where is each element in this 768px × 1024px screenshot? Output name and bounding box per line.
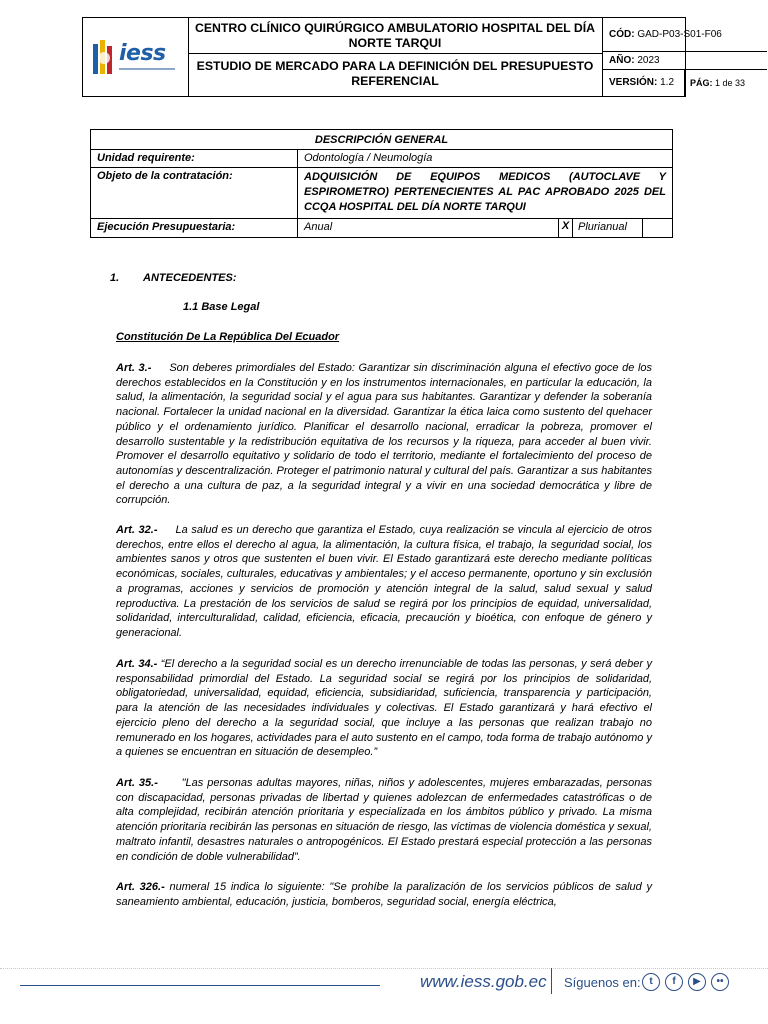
logo-cell [83,18,189,96]
title-cell [188,18,603,96]
table-row [91,150,672,168]
article-34 [116,657,652,760]
document-title: ESTUDIO DE MERCADO PARA LA DEFINICIÓN DEL PRESUPUESTO REFERENCIAL [196,59,594,88]
logo-underline [119,68,175,70]
table-heading: DESCRIPCIÓN GENERAL [91,130,672,150]
objeto-value: ADQUISICIÓN DE EQUIPOS MEDICOS (AUTOCLAVE Y ESPIROMETRO) PERTENECIENTES AL PAC APROBADO 2025 DEL CCQA HOSPITAL DEL DÍA NORTE TARQUI [304,171,666,213]
version-label: VERSIÓN: [609,77,658,88]
article-text: “El derecho a la seguridad social es un derecho irrenunciable de todas las personas, y será deber y responsabilidad primordial del Estado. La seguridad social se regirá por los principios de solidaridad, obligatoriedad, universalidad, equidad, eficiencia, subsidiaridad, suficiencia, transparencia y participación, para la atención de las necesidades individuales y colectivas. El Estado garantizará y hará efectivo el ejercicio pleno del derecho a la seguridad social, que incluye a las personas que realizan trabajo no remunerado en los hogares, actividades para el auto sustento en el campo, toda forma de trabajo autónomo y a quienes se encuentran en situación de desempleo.” [116,658,652,759]
article-35 [116,776,652,864]
article-text: La salud es un derecho que garantiza el Estado, cuya realización se vincula al ejercicio de otros derechos, entre ellos el derecho al agua, la alimentación, la cultura física, el trabajo, la seguridad social, los ambientes sanos y otros que sustenten el buen vivir. El Estado garantizará este derecho mediante políticas económicas, sociales, culturales, educativas y ambientales; y el acceso permanente, oportuno y sin exclusión a programas, acciones y servicios de promoción y atención integral de la salud, salud sexual y salud reproductiva. La prestación de los servicios de salud se regirá por los principios de equidad, universalidad, solidaridad, interculturalidad, calidad, eficiencia, eficacia, precaución y bioética, con enfoque de género y generacional. [116,524,652,639]
plurianual-mark-cell [643,219,672,237]
code-value: GAD-P03-S01-F06 [637,29,722,40]
iess-emblem-icon [91,38,117,78]
footer-follow-label: Síguenos en: [564,975,641,990]
twitter-icon[interactable]: t [642,973,660,991]
institution-name: CENTRO CLÍNICO QUIRÚRGICO AMBULATORIO HOSPITAL DEL DÍA NORTE TARQUI [188,18,602,54]
unidad-label: Unidad requirente: [91,150,298,167]
anual-mark: X [559,219,573,237]
footer-separator [551,968,552,994]
table-row [91,168,672,219]
article-tag: Art. 34.- [116,658,158,670]
general-description-table [90,129,673,238]
article-tag: Art. 35.- [116,777,158,789]
youtube-icon[interactable]: ▶ [688,973,706,991]
meta-version [603,70,685,96]
article-32 [116,523,652,641]
subsection-title: 1.1 Base Legal [183,301,260,313]
footer-divider [0,968,768,970]
document-header [82,17,746,97]
meta-page [685,70,767,96]
footer-url-link[interactable]: www.iess.gob.ec [420,972,547,991]
table-row [91,219,672,237]
article-text: Son deberes primordiales del Estado: Garantizar sin discriminación alguna el efectivo goce de los derechos establecidos en la Constitución y en los instrumentos internacionales, en particular la educación, la salud, la alimentación, la seguridad social y el agua para sus habitantes. Garantizar y defender la soberanía nacional. Fortalecer la unidad nacional en la diversidad. Garantizar la ética laica como sustento del quehacer público y el ordenamiento jurídico. Planificar el desarrollo nacional, erradicar la pobreza, promover el desarrollo sustentable y la redistribución equitativa de los recursos y la riqueza, para acceder al buen vivir. Promover el desarrollo equitativo y solidario de todo el territorio, mediante el fortalecimiento del proceso de autonomías y descentralización. Proteger el patrimonio natural y cultural del país. Garantizar a sus habitantes el derecho a una cultura de paz, a la seguridad integral y a vivir en una sociedad democrática y libre de corrupción. [116,362,653,507]
article-text: numeral 15 indica lo siguiente: "Se prohíbe la paralización de los servicios públicos de salud y saneamiento ambiental, educación, justicia, bomberos, seguridad social, energía eléctrica, [116,881,652,908]
article-tag: Art. 3.- [116,362,152,374]
objeto-label: Objeto de la contratación: [91,168,298,218]
unidad-value: Odontología / Neumología [304,152,433,164]
meta-year [603,52,767,70]
law-title: Constitución De La República Del Ecuador [116,331,340,343]
logo-wordmark: iess [119,41,166,66]
anual-option: Anual [298,219,559,237]
page-label: PÁG: [690,78,713,88]
code-label: CÓD: [609,29,635,40]
version-value: 1.2 [660,77,675,88]
ejecucion-label: Ejecución Presupuestaria: [91,219,298,237]
article-tag: Art. 32.- [116,524,158,536]
footer-rule [20,985,380,986]
iess-logo [91,38,183,78]
article-text: "Las personas adultas mayores, niñas, niños y adolescentes, mujeres embarazadas, personas con discapacidad, personas privadas de libertad y quienes adolezcan de enfermedades catastróficas o de alta complejidad, recibirán atención prioritaria y especializada en los ámbitos público y privado. La misma atención prioritaria recibirán las personas en situación de riesgo, las víctimas de violencia doméstica y sexual, maltrato infantil, desastres naturales o antropogénicos. El Estado prestará especial protección a las personas en condición de doble vulnerabilidad”. [116,777,652,863]
article-326 [116,880,652,909]
meta-code [603,18,767,52]
page-value: 1 de 33 [715,78,746,88]
section-title: ANTECEDENTES: [143,272,237,284]
article-3 [116,361,652,508]
document-meta [603,18,767,96]
flickr-icon[interactable]: •• [711,973,729,991]
section-number: 1. [110,272,120,284]
plurianual-option: Plurianual [573,219,643,237]
year-label: AÑO: [609,55,635,66]
article-tag: Art. 326.- [116,881,165,893]
year-value: 2023 [637,55,660,66]
facebook-icon[interactable]: f [665,973,683,991]
